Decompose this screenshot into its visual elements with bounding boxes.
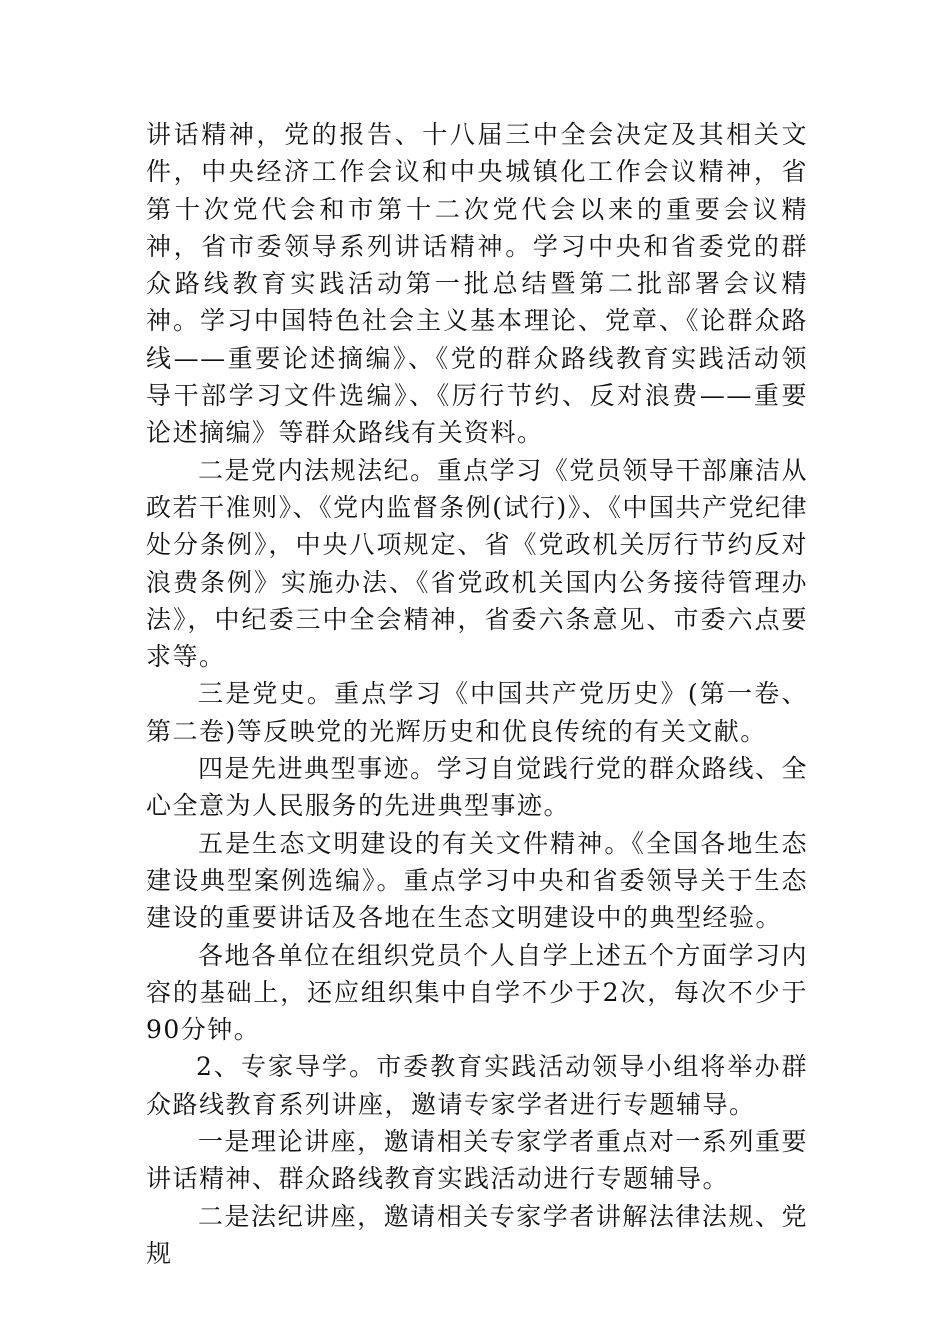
paragraph-1: 讲话精神，党的报告、十八届三中全会决定及其相关文件，中央经济工作会议和中央城镇化工作会议精神，省第十次党代会和市第十二次党代会以来的重要会议精神，省市委领导系列讲话精神。学习中央和省委党的群众路线教育实践活动第一批总结暨第二批部署会议精神。学习中国特色社会主义基本理论、党章、《论群众路线——重要论述摘编》、《党的群众路线教育实践活动领导干部学习文件选编》、《厉行节约、反对浪费——重要论述摘编》等群众路线有关资料。	[146, 120, 808, 448]
paragraph-8: 一是理论讲座，邀请相关专家学者重点对一系列重要讲话精神、群众路线教育实践活动进行专题辅导。	[146, 1127, 808, 1194]
paragraph-9: 二是法纪讲座，邀请相关专家学者讲解法律法规、党规	[146, 1201, 808, 1268]
paragraph-5: 五是生态文明建设的有关文件精神。《全国各地生态建设典型案例选编》。重点学习中央和省委领导关于生态建设的重要讲话及各地在生态文明建设中的典型经验。	[146, 828, 808, 933]
paragraph-3: 三是党史。重点学习《中国共产党历史》(第一卷、第二卷)等反映党的光辉历史和优良传统的有关文献。	[146, 679, 808, 746]
paragraph-2: 二是党内法规法纪。重点学习《党员领导干部廉洁从政若干准则》、《党内监督条例(试行)》、《中国共产党纪律处分条例》，中央八项规定、省《党政机关厉行节约反对浪费条例》实施办法、《省党政机关国内公务接待管理办法》，中纪委三中全会精神，省委六条意见、市委六点要求等。	[146, 455, 808, 672]
paragraph-6: 各地各单位在组织党员个人自学上述五个方面学习内容的基础上，还应组织集中自学不少于2次，每次不少于90分钟。	[146, 940, 808, 1045]
paragraph-4: 四是先进典型事迹。学习自觉践行党的群众路线、全心全意为人民服务的先进典型事迹。	[146, 754, 808, 821]
document-body	[146, 116, 808, 1272]
paragraph-7: 2、专家导学。市委教育实践活动领导小组将举办群众路线教育系列讲座，邀请专家学者进行专题辅导。	[146, 1052, 808, 1119]
